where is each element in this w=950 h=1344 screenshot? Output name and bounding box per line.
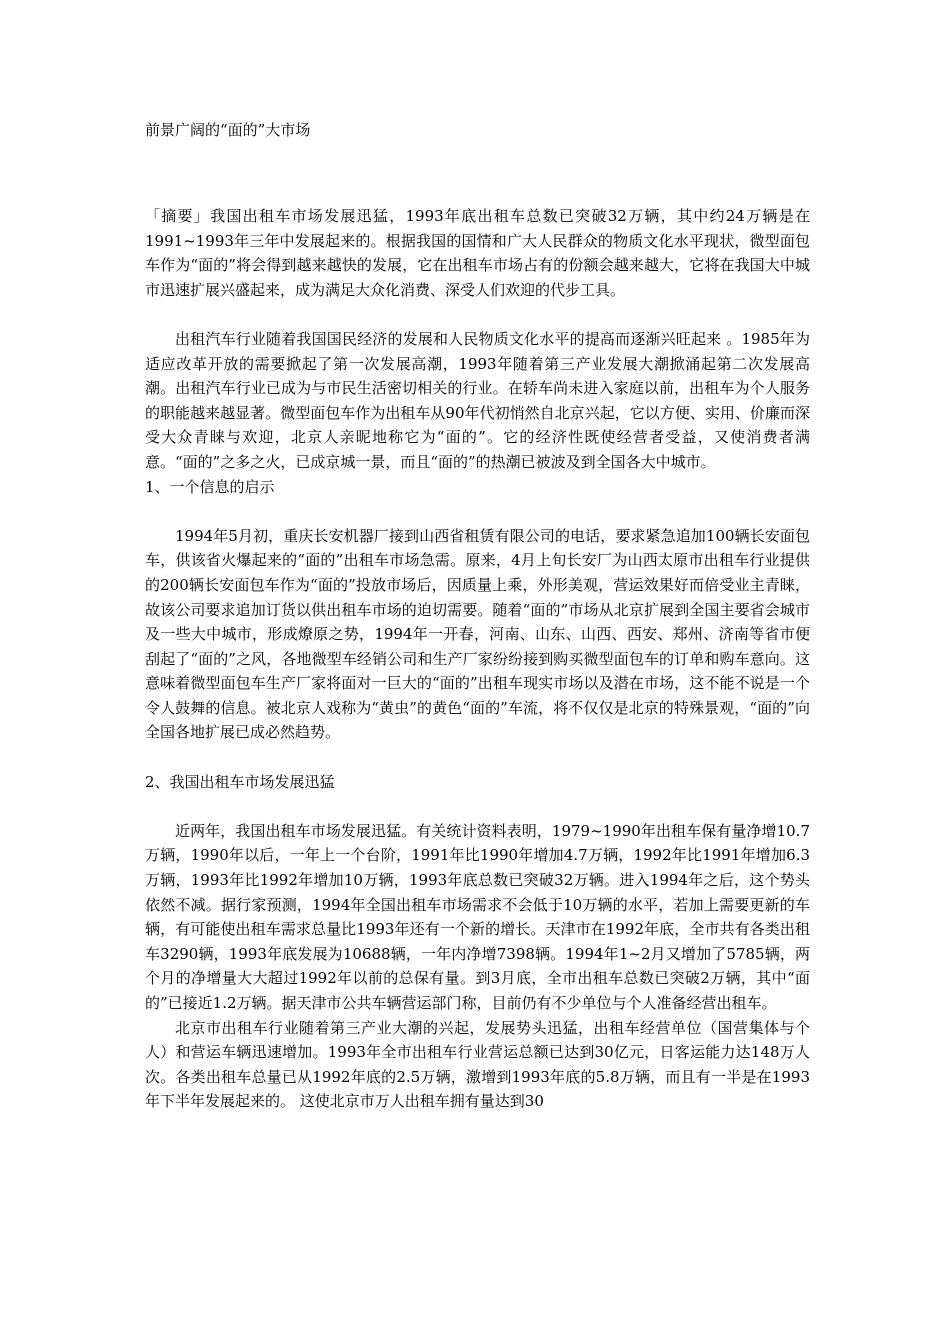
abstract-paragraph: 「摘要」我国出租车市场发展迅猛，1993年底出租车总数已突破32万辆，其中约24万辆是在1991~1993年三年中发展起来的。根据我国的国情和广大人民群众的物质文化水平现状，微型面包车作为“面的”将会得到越来越快的发展，它在出租车市场占有的份额会越来越大，它将在我国大中城市迅速扩展兴盛起来，成为满足大众化消费、深受人们欢迎的代步工具。 <box>145 207 810 299</box>
paragraph-spacer <box>145 794 810 819</box>
document-title: 前景广阔的“面的”大市场 <box>145 121 311 139</box>
section-2-paragraph-1: 近两年，我国出租车市场发展迅猛。有关统计资料表明，1979~1990年出租车保有量净增10.7万辆，1990年以后，一年上一个台阶，1991年比1990年增加4.7万辆，1992年比1991年增加6.3万辆，1993年比1992年增加10万辆，1993年底总数已突破32万辆。进入1994年之后，这个势头依然不减。据行家预测，1994年全国出租车市场需求不会低于10万辆的水平，若加上需要更新的车辆，有可能使出租车需求总量比1993年还有一个新的增长。天津市在1992年底，全市共有各类出租车3290辆，1993年底发展为10688辆，一年内净增7398辆。1994年1~2月又增加了5785辆，两个月的净增量大大超过1992年以前的总保有量。到3月底，全市出租车总数已突破2万辆，其中“面的”已接近1.2万辆。据天津市公共车辆营运部门称，目前仍有不少单位与个人准备经营出租车。 <box>145 821 810 1012</box>
paragraph-spacer <box>145 302 810 327</box>
document-page <box>145 118 810 1114</box>
section-1-heading: 1、一个信息的启示 <box>145 477 275 496</box>
intro-paragraph: 出租汽车行业随着我国国民经济的发展和人民物质文化水平的提高而逐渐兴旺起来 。1985年为适应改革开放的需要掀起了第一次发展高潮，1993年随着第三产业发展大潮掀涌起第二次发展高潮。出租汽车行业已成为与市民生活密切相关的行业。在轿车尚未进入家庭以前，出租车为个人服务的职能越来越显著。微型面包车作为出租车从90年代初悄然自北京兴起，它以方便、实用、价廉而深受大众青睐与欢迎，北京人亲昵地称它为“面的”。它的经济性既使经营者受益，又使消费者满意。“面的”之多之火，已成京城一景，而且“面的”的热潮已被波及到全国各大中城市。 <box>145 329 810 471</box>
section-2-heading: 2、我国出租车市场发展迅猛 <box>145 772 335 791</box>
section-1-paragraph: 1994年5月初，重庆长安机器厂接到山西省租赁有限公司的电话，要求紧急追加100辆长安面包车，供该省火爆起来的“面的”出租车市场急需。原来，4月上旬长安厂为山西太原市出租车行业提供的200辆长安面包车作为“面的”投放市场后，因质量上乘，外形美观，营运效果好而倍受业主青睐，故该公司要求追加订货以供出租车市场的迫切需要。随着“面的”市场从北京扩展到全国主要省会城市及一些大中城市，形成燎原之势，1994年一开春，河南、山东、山西、西安、郑州、济南等省市便刮起了“面的”之风，各地微型车经销公司和生产厂家纷纷接到购买微型面包车的订单和购车意向。这意味着微型面包车生产厂家将面对一巨大的“面的”出租车现实市场以及潜在市场，这不能不说是一个令人鼓舞的信息。被北京人戏称为“黄虫”的黄色“面的”车流，将不仅仅是北京的特殊景观，“面的”向全国各地扩展已成必然趋势。 <box>145 526 810 742</box>
paragraph-spacer <box>145 499 810 524</box>
paragraph-spacer <box>145 745 810 770</box>
section-2-paragraph-2: 北京市出租车行业随着第三产业大潮的兴起，发展势头迅猛，出租车经营单位（国营集体与个人）和营运车辆迅速增加。1993年全市出租车行业营运总额已达到30亿元，日客运能力达148万人次。各类出租车总量已从1992年底的2.5万辆，激增到1993年底的5.8万辆，而且有一半是在1993年下半年发展起来的。 这使北京市万人出租车拥有量达到30 <box>145 1018 810 1111</box>
